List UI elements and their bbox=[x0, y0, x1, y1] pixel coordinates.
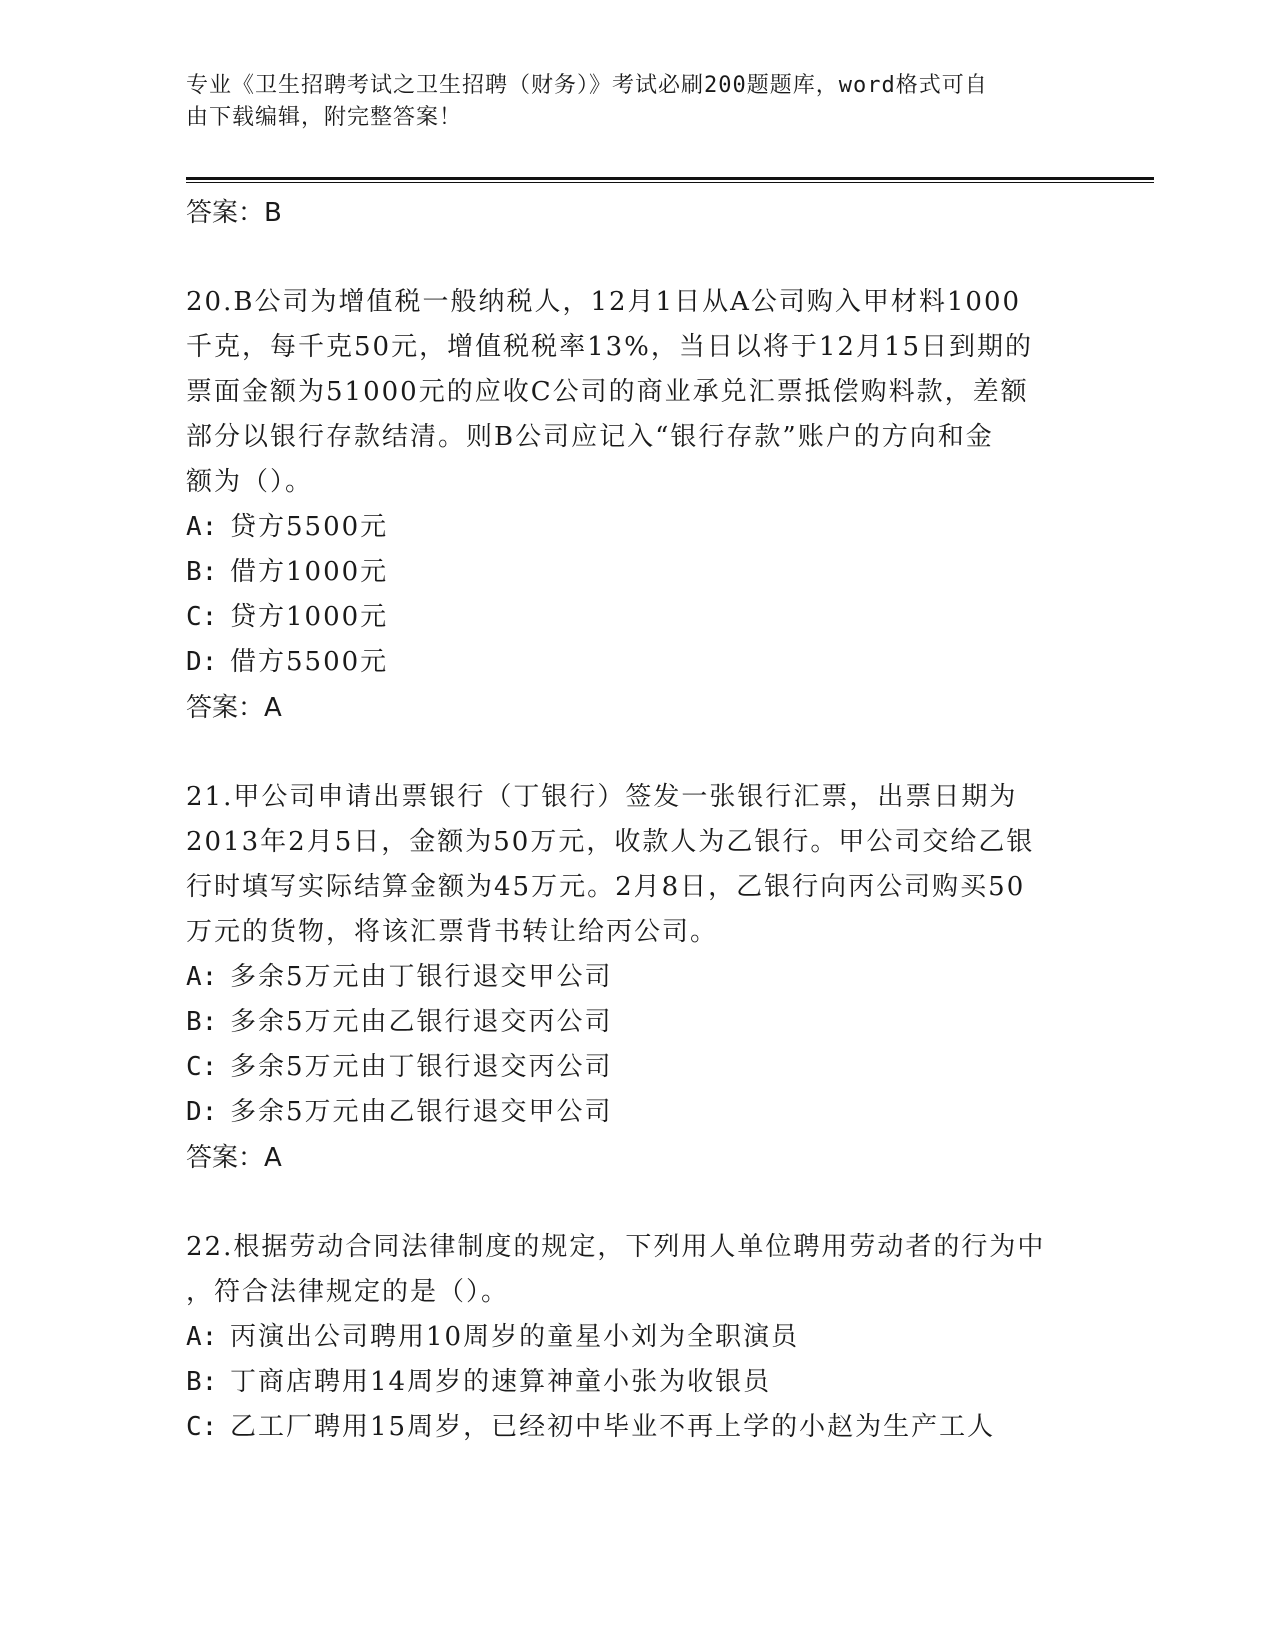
question-21 bbox=[186, 775, 1086, 1181]
option-key: D: bbox=[186, 1097, 218, 1127]
question-22-option-a bbox=[186, 1315, 1086, 1360]
question-22-option-c bbox=[186, 1405, 1086, 1450]
answer-value: A bbox=[264, 693, 282, 723]
option-key: A: bbox=[186, 962, 218, 992]
option-text: 丙演出公司聘用10周岁的童星小刘为全职演员 bbox=[230, 1322, 800, 1352]
question-21-option-b bbox=[186, 1000, 1086, 1045]
option-key: B: bbox=[186, 1367, 218, 1397]
option-key: C: bbox=[186, 602, 218, 632]
answer-value: A bbox=[264, 1143, 282, 1173]
option-key: D: bbox=[186, 647, 218, 677]
question-20-line-4: 部分以银行存款结清。则B公司应记入“银行存款”账户的方向和金 bbox=[186, 422, 994, 452]
option-key: B: bbox=[186, 557, 218, 587]
option-text: 丁商店聘用14周岁的速算神童小张为收银员 bbox=[230, 1367, 772, 1397]
spacer bbox=[186, 1181, 1086, 1225]
question-21-option-c bbox=[186, 1045, 1086, 1090]
answer-label: 答案： bbox=[186, 1143, 265, 1173]
question-21-line-2: 2013年2月5日，金额为50万元，收款人为乙银行。甲公司交给乙银 bbox=[186, 827, 1035, 857]
question-21-line-4: 万元的货物，将该汇票背书转让给丙公司。 bbox=[186, 917, 719, 947]
question-22 bbox=[186, 1225, 1086, 1450]
question-20-line-2: 千克，每千克50元，增值税税率13%，当日以将于12月15日到期的 bbox=[186, 332, 1034, 362]
question-21-line-3: 行时填写实际结算金额为45万元。2月8日，乙银行向丙公司购买50 bbox=[186, 872, 1026, 902]
option-text: 多余5万元由乙银行退交甲公司 bbox=[230, 1097, 613, 1127]
answer-label: 答案： bbox=[186, 198, 265, 228]
answer-value: B bbox=[264, 198, 282, 228]
header-line-2: 由下载编辑，附完整答案！ bbox=[186, 105, 463, 130]
option-text: 乙工厂聘用15周岁，已经初中毕业不再上学的小赵为生产工人 bbox=[230, 1412, 996, 1442]
page-header bbox=[186, 70, 1066, 134]
option-key: B: bbox=[186, 1007, 218, 1037]
document-body bbox=[186, 188, 1086, 1450]
question-20-line-5: 额为（）。 bbox=[186, 467, 314, 497]
option-key: A: bbox=[186, 1322, 218, 1352]
question-22-option-b bbox=[186, 1360, 1086, 1405]
option-text: 多余5万元由丁银行退交甲公司 bbox=[230, 962, 613, 992]
question-20-option-a bbox=[186, 505, 1086, 550]
previous-answer bbox=[186, 190, 1086, 236]
question-20-line-1: 20.B公司为增值税一般纳税人，12月1日从A公司购入甲材料1000 bbox=[186, 287, 1022, 317]
option-text: 多余5万元由乙银行退交丙公司 bbox=[230, 1007, 613, 1037]
option-text: 借方5500元 bbox=[230, 647, 389, 677]
option-key: A: bbox=[186, 512, 218, 542]
question-20-option-b bbox=[186, 550, 1086, 595]
question-21-option-d bbox=[186, 1090, 1086, 1135]
option-text: 贷方5500元 bbox=[230, 512, 389, 542]
question-20-answer bbox=[186, 685, 1086, 731]
question-20 bbox=[186, 280, 1086, 731]
option-key: C: bbox=[186, 1412, 218, 1442]
header-line-1: 专业《卫生招聘考试之卫生招聘（财务）》考试必刷200题题库，word格式可自 bbox=[186, 73, 988, 98]
option-text: 多余5万元由丁银行退交丙公司 bbox=[230, 1052, 613, 1082]
question-22-line-2: ，符合法律规定的是（）。 bbox=[186, 1277, 510, 1307]
question-21-line-1: 21.甲公司申请出票银行（丁银行）签发一张银行汇票，出票日期为 bbox=[186, 782, 1018, 812]
question-21-answer bbox=[186, 1135, 1086, 1181]
question-20-option-d bbox=[186, 640, 1086, 685]
spacer bbox=[186, 236, 1086, 280]
option-text: 借方1000元 bbox=[230, 557, 389, 587]
question-21-option-a bbox=[186, 955, 1086, 1000]
answer-label: 答案： bbox=[186, 693, 265, 723]
header-rule-thick bbox=[186, 177, 1154, 180]
spacer bbox=[186, 731, 1086, 775]
question-22-line-1: 22.根据劳动合同法律制度的规定，下列用人单位聘用劳动者的行为中 bbox=[186, 1232, 1046, 1262]
option-key: C: bbox=[186, 1052, 218, 1082]
header-rule-thin bbox=[186, 182, 1154, 183]
question-20-option-c bbox=[186, 595, 1086, 640]
option-text: 贷方1000元 bbox=[230, 602, 389, 632]
question-20-line-3: 票面金额为51000元的应收C公司的商业承兑汇票抵偿购料款，差额 bbox=[186, 377, 1029, 407]
